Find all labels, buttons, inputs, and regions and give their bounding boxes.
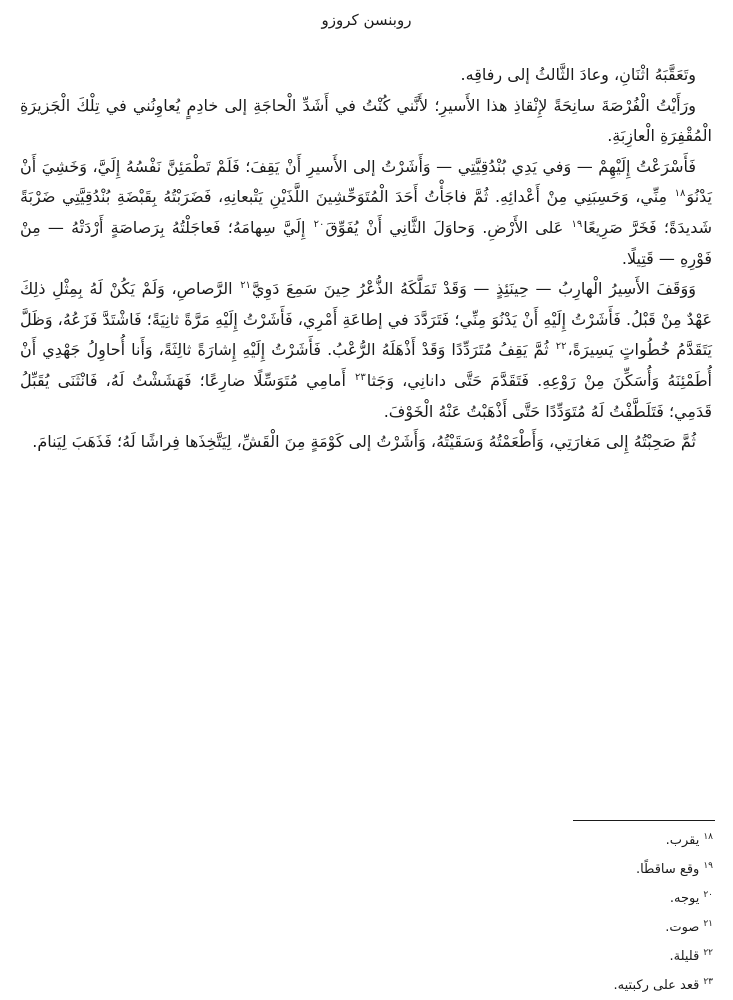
footnote-text: وقع ساقطًا.: [635, 862, 700, 877]
paragraph-4-text: وَوَقَفَ الأَسِيرُ الْهارِبُ — حِينَئِذٍ — وَقَدْ تَمَلَّكَهُ الذُّعْرُ حِينَ سَمِعَ دَوِيَّ: [251, 279, 696, 299]
footnote-23: [313, 971, 713, 1000]
footnote-ref-19: ١٩: [571, 218, 583, 230]
footnote-20: [313, 884, 713, 913]
footnote-ref-21: ٢١: [240, 279, 251, 291]
footnote-number: ١٨: [703, 831, 713, 842]
footnote-number: ١٩: [703, 860, 713, 871]
paragraph-3-text: إِلَيَّ سِهامَهُ؛ فَعاجَلْتُهُ بِرَصاصَةٍ أَرْدَتْهُ — مِنْ فَوْرِهِ — قَتِيلًا.: [20, 217, 712, 268]
footnote-ref-22: ٢٢: [555, 341, 567, 353]
footnote-ref-23: ٢٣: [354, 371, 366, 383]
footnote-text: قليلة.: [669, 949, 700, 964]
footnote-text: يقرب.: [665, 833, 700, 848]
paragraph-3-text: عَلى الأَرْضِ. وَحاوَلَ الثَّانِي أَنْ يُفَوِّقَ: [325, 217, 571, 237]
footnote-number: ٢١: [703, 918, 713, 929]
footnote-text: صوت.: [665, 920, 700, 935]
paragraph-4-text: ثُمَّ يَقِفُ مُتَرَدِّدًا وَقَدْ أَذْهَلَهُ الرُّعْبُ. فَأَشَرْتُ إِلَيْهِ إِشارَةً ثالِثَةً، وَأَنا أُحاوِلُ جَهْدِي أَنْ أُطَمْئِنَهُ وَأُسَكِّنَ مِنْ رَوْعِهِ. فَتَقَدَّمَ حَتَّى دانانِي، وَجَثا: [20, 340, 712, 390]
footnote-number: ٢٣: [703, 976, 713, 987]
footnote-ref-18: ١٨: [674, 188, 686, 200]
footnote-number: ٢٢: [703, 947, 713, 958]
running-header: روبنسن كروزو: [321, 11, 412, 29]
paragraph-1: وتَعَقَّبَهُ اثْنَانِ، وعادَ الثَّالثُ إلى رفاقِه.: [460, 65, 696, 84]
footnote-separator: [573, 820, 715, 821]
footnote-ref-20: ٢٠: [313, 218, 325, 230]
paragraph-2: ورَأَيْتُ الْفُرْصَةَ سانِحَةً لإِنْقاذِ هذا الأَسيرِ؛ لأَنَّني كُنْتُ في أَشَدِّ الْحاجَةِ إلى خادِمٍ يُعاوِنُني في تِلْكَ الْجَزيرَةِ الْمُقْفِرَةِ الْعازِبَةِ.: [20, 95, 712, 146]
paragraph-5: ثُمَّ صَحِبْتُهُ إِلى مَغارَتِي، وَأَطْعَمْتُهُ وَسَقَيْتُهُ، وَأَشَرْتُ إلى كَوْمَةٍ مِنَ الْقَشِّ، لِيَتَّخِذَها فِراشًا لَهُ؛ فَذَهَبَ لِيَنامَ.: [32, 432, 696, 452]
paragraph-4-text: الرَّصاصِ، وَلَمْ يَكُنْ لَهُ بِمِثْلِ ذلِكَ عَهْدٌ مِنْ قَبْلُ. فَأَشَرْتُ إِلَيْهِ أَنْ يَدْنُوَ مِنِّي؛ فَتَرَدَّدَ في إطاعَةِ أَمْرِي، فَأَشَرْتُ إِلَيْهِ مَرَّةً ثانِيَةً؛ فَاشْتَدَّ فَزَعُهُ، وَظَلَّ يَتَقَدَّمُ خُطُواتٍ يَسِيرَةً،: [20, 279, 712, 360]
footnote-text: قعد على ركبتيه.: [613, 978, 700, 993]
footnote-19: [313, 855, 713, 884]
footnote-18: [313, 826, 713, 855]
paragraph-4: [20, 274, 712, 427]
main-text: [20, 60, 712, 458]
footnote-21: [313, 913, 713, 942]
footnote-text: يوجه.: [669, 891, 700, 906]
footnotes: [313, 826, 713, 1000]
paragraph-3-text: فَأَسْرَعْتُ إِلَيْهِمْ — وَفي يَدِي بُنْدُقِيَّتِي — وَأَشَرْتُ إلى الأَسيرِ أَنْ يَقِفَ؛ فَلَمْ تَطْمَئِنَّ نَفْسُهُ إِلَيَّ، وَخَشِيَ أَنْ يَدْنُوَ: [20, 156, 712, 207]
paragraph-3-text: مِنِّي، وَحَسِبَنِي مِنْ أَعْدائِهِ. ثُمَّ فاجَأْتُ أَحَدَ الْمُتَوَحِّشِينَ اللَّذَيْنِ يَتْبعانِهِ، فَضَرَبْتُهُ بِقَبْضَةِ بُنْدُقِيَّتِي ضَرْبَةً شَديدَةً؛ فَخَرَّ صَرِيعًا: [20, 187, 713, 237]
footnote-number: ٢٠: [703, 889, 713, 900]
footnote-22: [313, 942, 713, 971]
paragraph-4-text: أَمامِي مُتَوَسِّلًا ضارِعًا؛ فَهَشَشْتُ لَهُ، فَانْثَنَى يُقَبِّلُ قَدَمِي؛ فَتَلَطَّفْتُ لَهُ مُتَوَدِّدًا حَتَّى أَذْهَبْتُ عَنْهُ الْخَوْفَ.: [20, 370, 712, 421]
paragraph-3: [20, 152, 712, 274]
